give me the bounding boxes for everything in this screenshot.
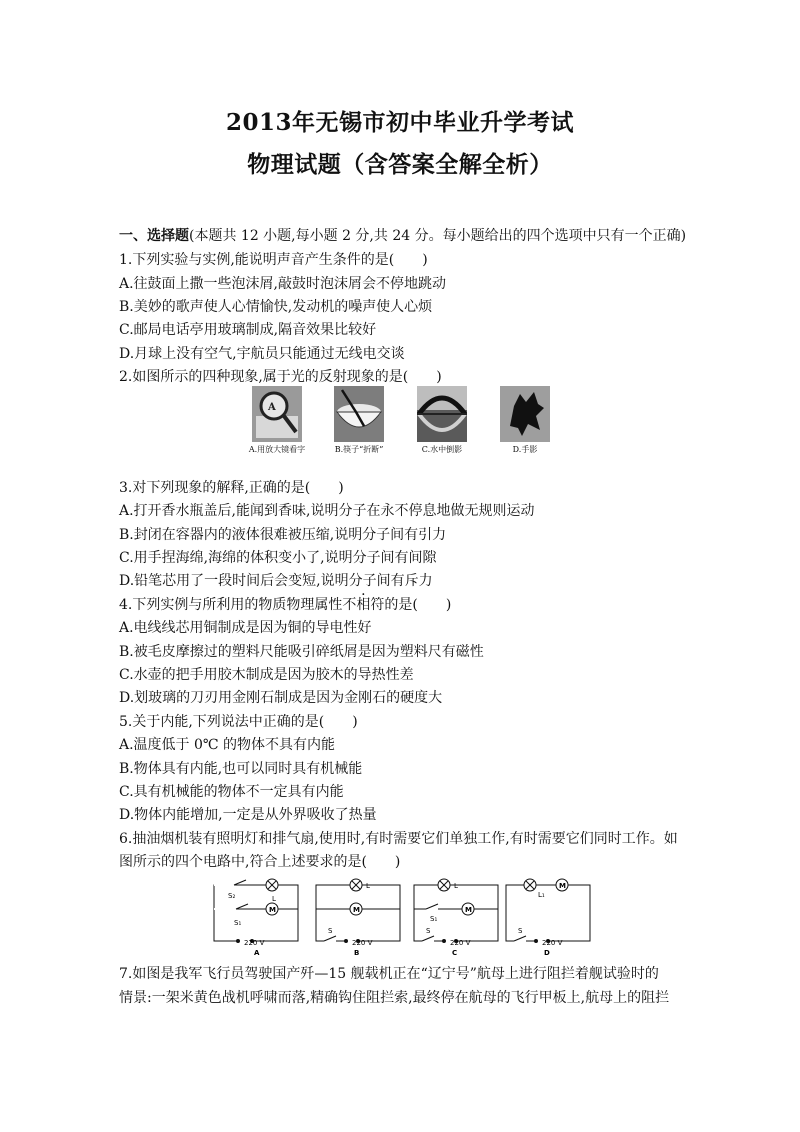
- q2-caption-b: B.筷子“折断”: [334, 445, 384, 454]
- circuit-b: [310, 873, 406, 958]
- circuit-c: [408, 873, 504, 958]
- hand-shadow-photo: [500, 386, 550, 442]
- q5-option-b: B.物体具有内能,也可以同时具有机械能: [119, 761, 363, 777]
- q3-option-a: A.打开香水瓶盖后,能闻到香味,说明分子在永不停息地做无规则运动: [119, 503, 535, 519]
- circuit-a-switch-bottom: S₁: [234, 919, 242, 927]
- q2-figure-d: [498, 386, 552, 455]
- bridge-reflection-photo: [417, 386, 467, 442]
- q3-stem: 3.对下列现象的解释,正确的是( ): [119, 480, 344, 496]
- document-title: 2013年无锡市初中毕业升学考试: [225, 109, 574, 136]
- q6-line1: 6.抽油烟机装有照明灯和排气扇,使用时,有时需要它们单独工作,有时需要它们同时工作。如: [119, 831, 678, 847]
- circuit-a-lamp-label: L: [272, 895, 276, 903]
- q1-option-d: D.月球上没有空气,宇航员只能通过无线电交谈: [119, 346, 405, 362]
- q4-stem-pre: 4.下列实例与所利用的物质物理属性: [119, 597, 343, 613]
- circuit-d-label: D: [544, 949, 550, 957]
- q2-figure-a: [250, 386, 304, 455]
- q5-option-a: A.温度低于 0℃ 的物体不具有内能: [119, 737, 336, 753]
- circuit-a-switch-top: S₂: [228, 892, 236, 900]
- circuit-b-switch: S: [328, 927, 333, 935]
- circuit-c-switch-mid: S₁: [430, 915, 438, 923]
- q1-option-c: C.邮局电话亭用玻璃制成,隔音效果比较好: [119, 322, 377, 338]
- q4-option-a: A.电线线芯用铜制成是因为铜的导电性好: [119, 620, 372, 636]
- q5-option-c: C.具有机械能的物体不一定具有内能: [119, 784, 344, 800]
- document-subtitle: 物理试题（含答案全解全析）: [247, 151, 553, 178]
- q4-stem-post: 的是( ): [384, 597, 452, 613]
- circuit-b-lamp-label: L: [366, 882, 370, 890]
- q2-figure-b: [332, 386, 386, 455]
- circuit-a-label: A: [254, 949, 260, 957]
- circuit-d-motor-label: M: [559, 882, 566, 890]
- q1-option-b: B.美妙的歌声使人心情愉快,发动机的噪声使人心烦: [119, 299, 433, 315]
- q2-caption-c: C.水中倒影: [421, 445, 463, 454]
- circuit-b-supply: 220 V: [352, 939, 373, 947]
- circuit-d-switch: S: [518, 927, 523, 935]
- q4-option-b: B.被毛皮摩擦过的塑料尺能吸引碎纸屑是因为塑料尺有磁性: [119, 644, 484, 660]
- q6-line2: 图所示的四个电路中,符合上述要求的是( ): [119, 854, 401, 870]
- q7-line2: 情景:一架米黄色战机呼啸而落,精确钩住阻拦索,最终停在航母的飞行甲板上,航母上的阻拦: [119, 990, 670, 1006]
- circuit-c-motor-label: M: [465, 906, 472, 914]
- magnifier-photo: [252, 386, 302, 442]
- circuit-b-label: B: [354, 949, 360, 957]
- circuit-d-lamp-label: L₁: [538, 891, 545, 899]
- q4-option-c: C.水壶的把手用胶木制成是因为胶木的导热性差: [119, 667, 414, 683]
- q1-stem: 1.下列实验与实例,能说明声音产生条件的是( ): [119, 252, 428, 268]
- circuit-c-lamp-label: L: [454, 882, 458, 890]
- q2-figures: [250, 386, 560, 466]
- q5-stem: 5.关于内能,下列说法中正确的是( ): [119, 714, 358, 730]
- circuit-d: [500, 873, 596, 958]
- q7-line1: 7.如图是我军飞行员驾驶国产歼—15 舰载机正在“辽宁号”航母上进行阻拦着舰试验时的: [119, 966, 659, 982]
- circuit-c-switch-bottom: S: [426, 927, 431, 935]
- q5-option-d: D.物体内能增加,一定是从外界吸收了热量: [119, 807, 377, 823]
- section-heading: [119, 227, 686, 245]
- q4-stem: [119, 596, 451, 614]
- q4-option-d: D.划玻璃的刀刃用金刚石制成是因为金刚石的硬度大: [119, 690, 443, 706]
- q1-option-a: A.往鼓面上撒一些泡沫屑,敲鼓时泡沫屑会不停地跳动: [119, 276, 447, 292]
- circuit-a-motor-label: M: [269, 906, 276, 914]
- q2-caption-d: D.手影: [512, 445, 538, 454]
- q4-stem-emphasis: 不相符: [342, 597, 385, 613]
- q3-option-c: C.用手捏海绵,海绵的体积变小了,说明分子间有间隙: [119, 550, 437, 566]
- circuit-d-supply: 220 V: [542, 939, 563, 947]
- svg-text:A: A: [268, 402, 276, 413]
- circuit-b-motor-label: M: [353, 906, 360, 914]
- chopsticks-photo: [334, 386, 384, 442]
- circuit-a: [208, 873, 304, 958]
- q2-caption-a: A.用放大镜看字: [248, 445, 306, 454]
- q3-option-d: D.铅笔芯用了一段时间后会变短,说明分子间有斥力: [119, 573, 433, 589]
- q3-option-b: B.封闭在容器内的液体很难被压缩,说明分子间有引力: [119, 527, 447, 543]
- section-label: 一、选择题: [119, 228, 189, 244]
- circuit-c-supply: 220 V: [450, 939, 471, 947]
- section-desc: (本题共 12 小题,每小题 2 分,共 24 分。每小题给出的四个选项中只有一个正确): [189, 228, 687, 244]
- circuit-c-label: C: [452, 949, 458, 957]
- circuit-a-supply: 220 V: [244, 939, 265, 947]
- q2-figure-c: [415, 386, 469, 455]
- q2-stem: 2.如图所示的四种现象,属于光的反射现象的是( ): [119, 369, 442, 385]
